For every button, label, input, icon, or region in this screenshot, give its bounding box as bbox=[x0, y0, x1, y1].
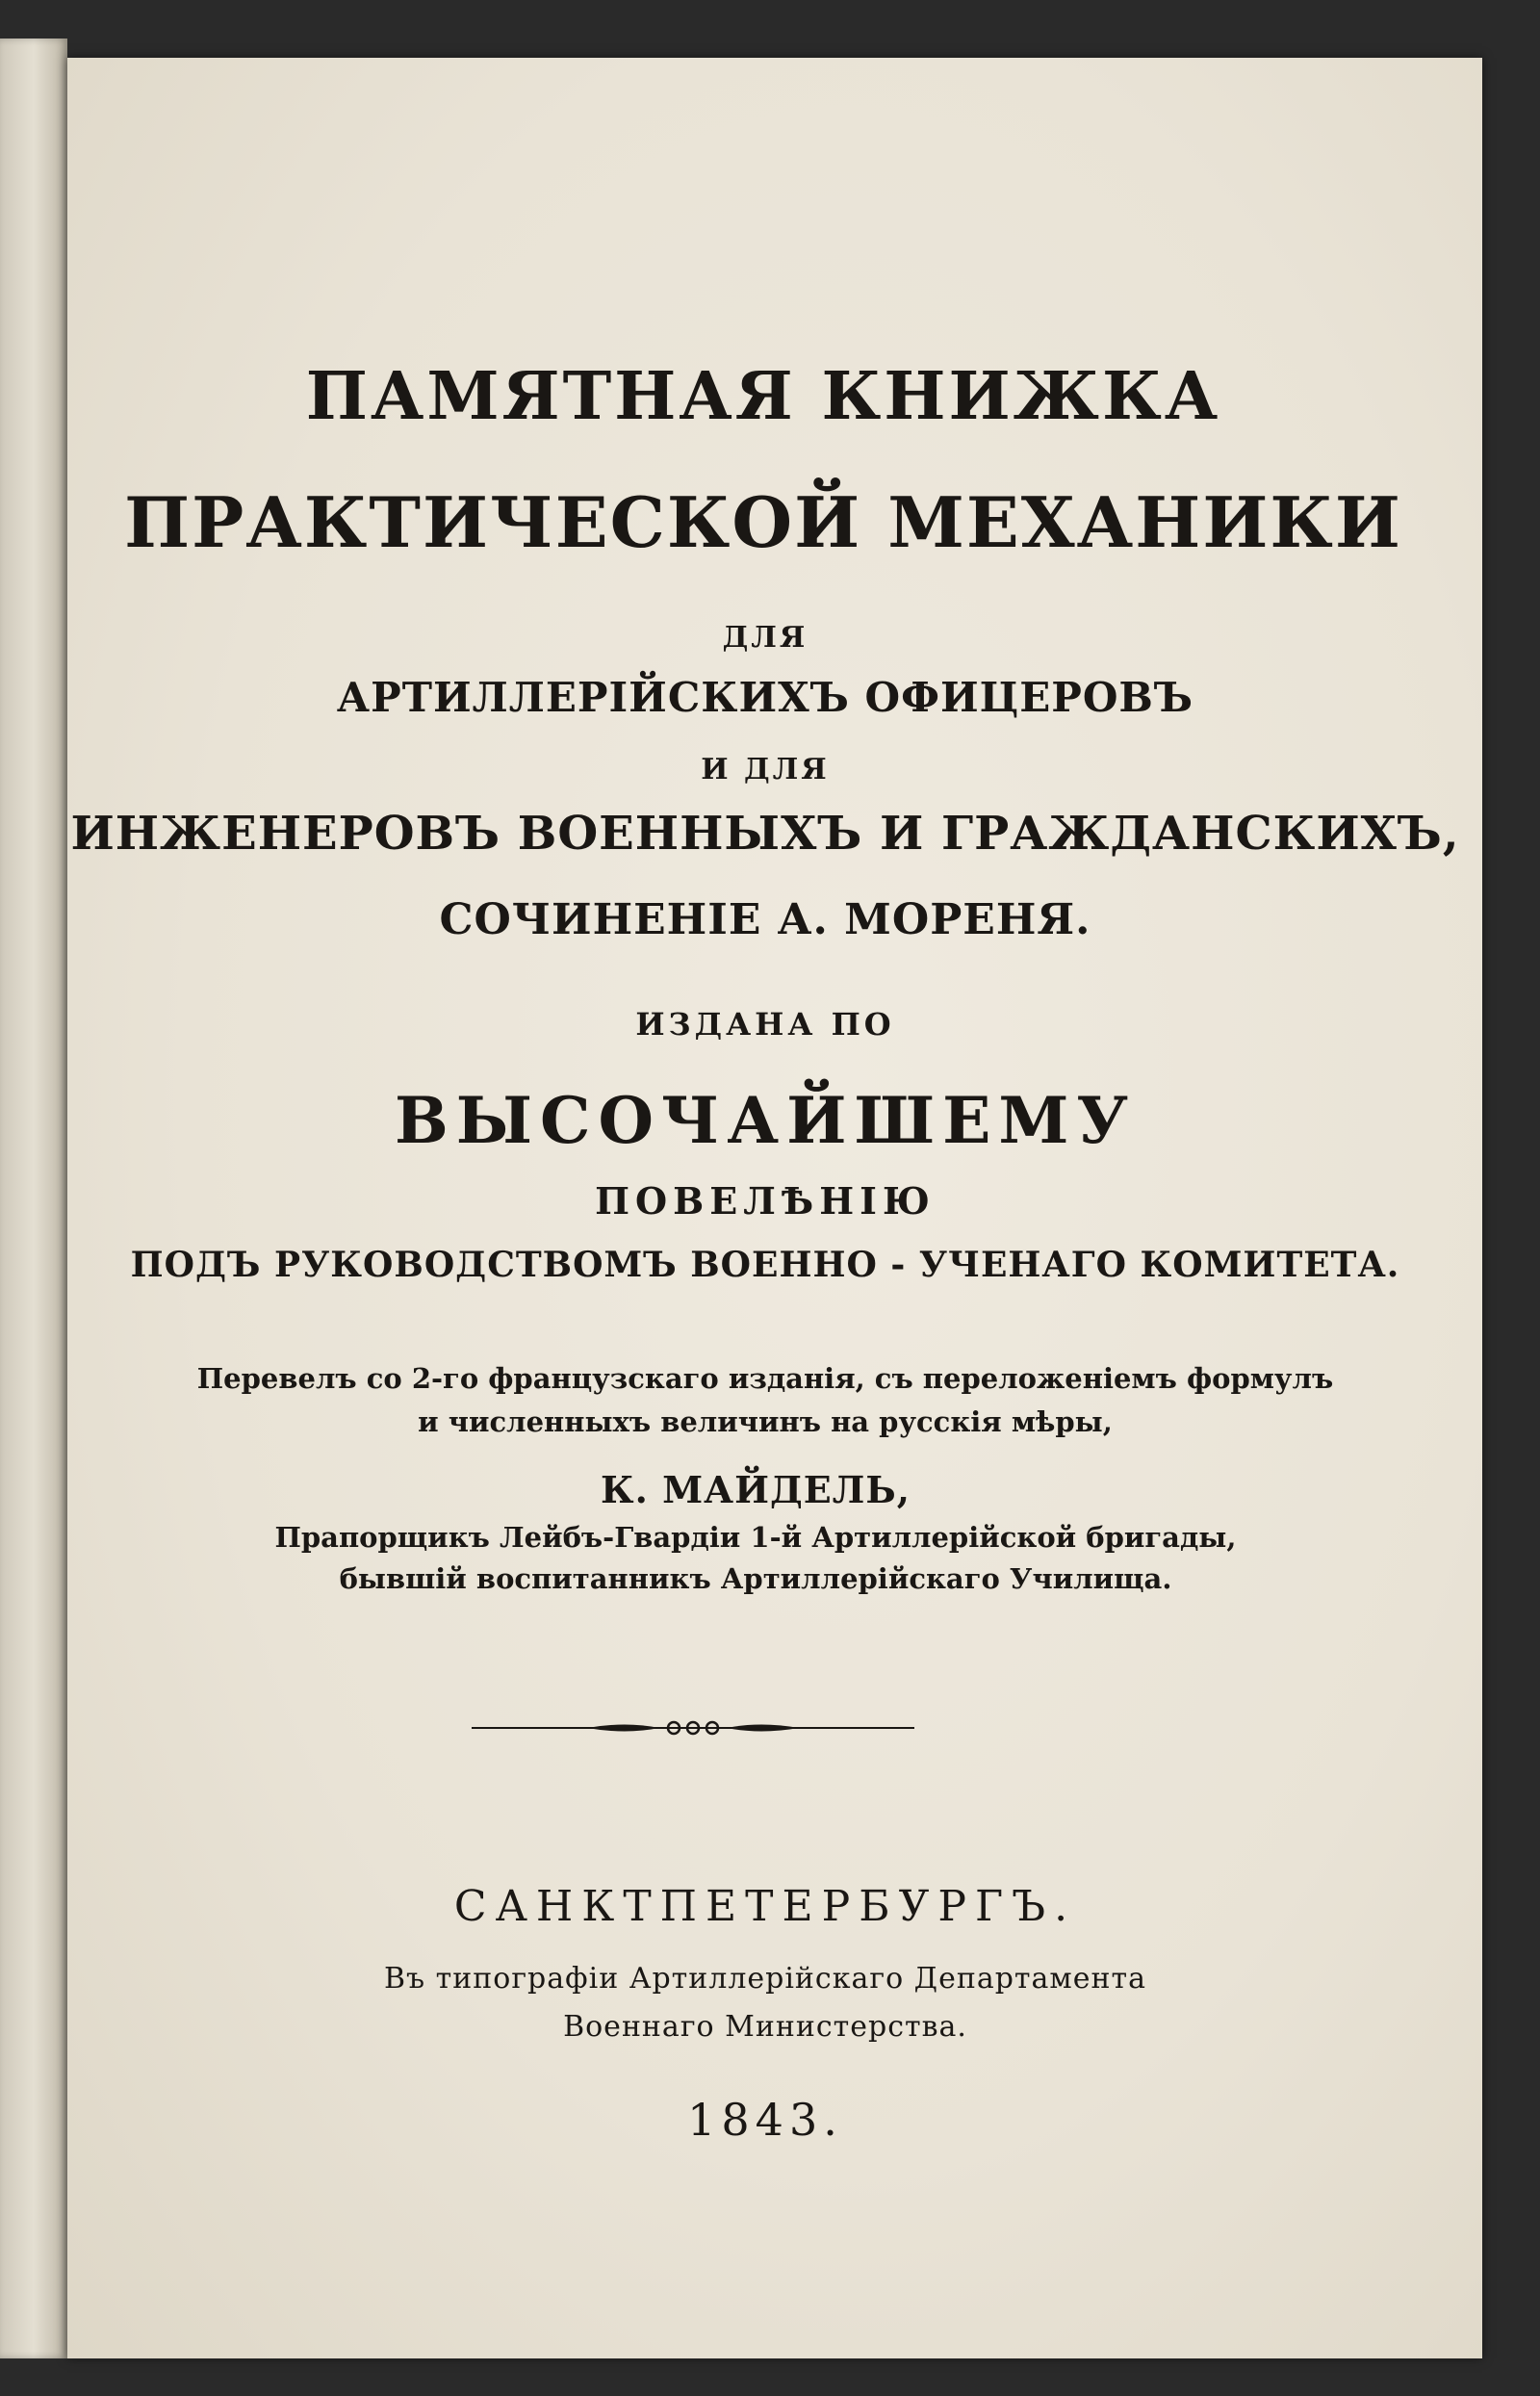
title-line-1: ПАМЯТНАЯ КНИЖКА bbox=[305, 358, 1221, 435]
title-page bbox=[67, 58, 1482, 2358]
city-line: САНКТПЕТЕРБУРГЪ. bbox=[453, 1882, 1077, 1931]
published-by-line: ИЗДАНА ПО bbox=[635, 1006, 895, 1043]
translator-name: К. МАЙДЕЛЬ, bbox=[601, 1468, 911, 1511]
artillery-officers-line: АРТИЛЛЕРІЙСКИХЪ ОФИЦЕРОВЪ bbox=[336, 674, 1194, 721]
translator-rank-line-1: Прапорщикъ Лейбъ-Гвардіи 1-й Артиллерійской бригады, bbox=[274, 1521, 1237, 1554]
ornament-divider bbox=[472, 1713, 914, 1742]
for-line: ДЛЯ bbox=[722, 621, 808, 655]
translation-line-1: Перевелъ со 2-го французскаго изданія, съ переложеніемъ формулъ bbox=[196, 1362, 1334, 1395]
printer-line-2: Военнаго Министерства. bbox=[563, 2010, 967, 2044]
translator-rank-line-2: бывшій воспитанникъ Артиллерійскаго Училища. bbox=[339, 1562, 1172, 1595]
highest-line: ВЫСОЧАЙШЕМУ bbox=[394, 1083, 1137, 1158]
publication-year: 1843. bbox=[687, 2094, 843, 2146]
translation-line-2: и численныхъ величинъ на русскія мѣры, bbox=[418, 1405, 1113, 1438]
engineers-line: ИНЖЕНЕРОВЪ ВОЕННЫХЪ И ГРАЖДАНСКИХЪ, bbox=[70, 807, 1460, 861]
command-line: ПОВЕЛѢНІЮ bbox=[595, 1179, 936, 1223]
printer-line-1: Въ типографіи Артиллерійскаго Департамента bbox=[384, 1962, 1146, 1996]
title-line-2: ПРАКТИЧЕСКОЙ МЕХАНИКИ bbox=[124, 481, 1402, 563]
and-for-line: И ДЛЯ bbox=[701, 753, 830, 786]
guidance-line: ПОДЪ РУКОВОДСТВОМЪ ВОЕННО - УЧЕНАГО КОМИТЕТА. bbox=[130, 1245, 1400, 1285]
author-line: СОЧИНЕНІЕ А. МОРЕНЯ. bbox=[439, 895, 1091, 944]
